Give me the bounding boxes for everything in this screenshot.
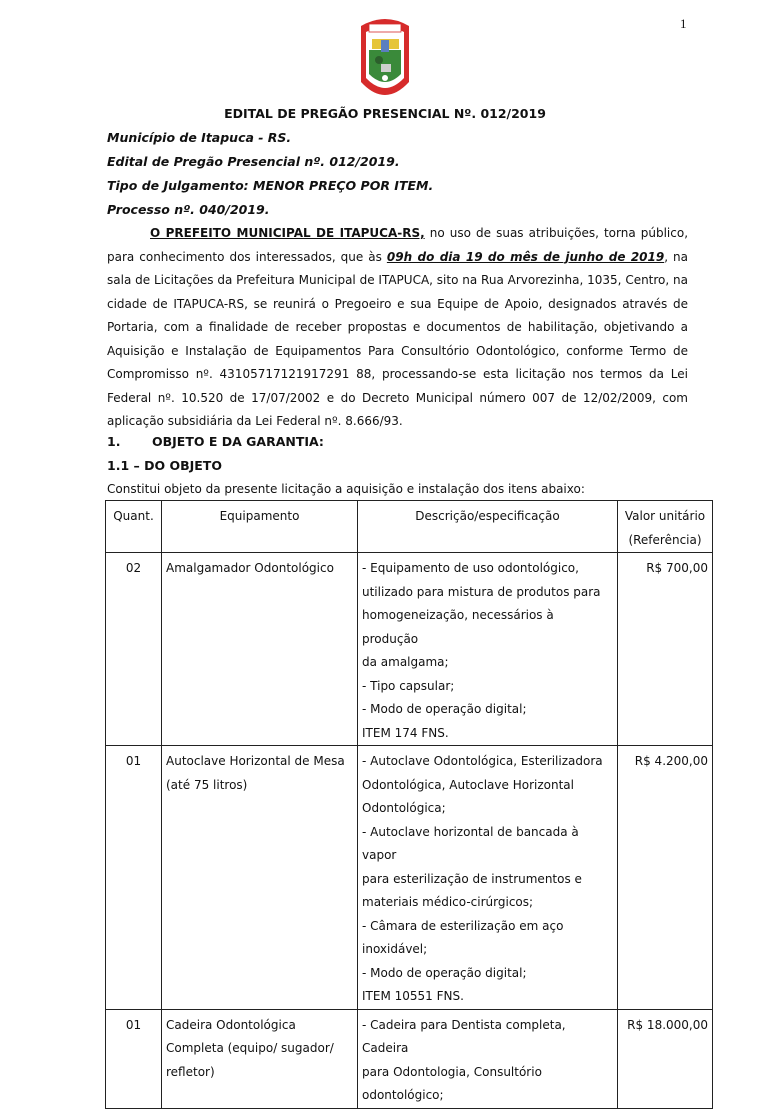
description-line: ITEM 174 FNS.: [362, 725, 449, 740]
row-qty: 01: [106, 746, 162, 1010]
description-line: Odontológica;: [362, 801, 446, 815]
row-qty: 01: [106, 1009, 162, 1108]
description-line: para esterilização de instrumentos e: [362, 871, 582, 886]
row-description: [358, 746, 618, 1010]
description-line: - Modo de operação digital;: [362, 702, 527, 716]
header-price: [618, 501, 713, 553]
header-equipment: Equipamento: [162, 501, 358, 553]
description-line: - Modo de operação digital;: [362, 965, 527, 980]
document-title: EDITAL DE PREGÃO PRESENCIAL Nº. 012/2019: [224, 106, 546, 121]
section-1-1-heading: 1.1 – DO OBJETO: [107, 458, 222, 473]
row-qty: 02: [106, 553, 162, 746]
description-line: para Odontologia, Consultório odontológico;: [362, 1064, 542, 1102]
row-equipment: Amalgamador Odontológico: [162, 553, 358, 746]
row-description: [358, 553, 618, 746]
meta-processo: Processo nº. 040/2019.: [107, 202, 270, 217]
row-equipment: Autoclave Horizontal de Mesa (até 75 litros): [162, 746, 358, 1010]
header-price-line2: (Referência): [628, 532, 702, 547]
description-line: - Câmara de esterilização em aço: [362, 918, 564, 933]
municipal-crest-logo: [355, 12, 415, 108]
meta-edital: Edital de Pregão Presencial nº. 012/2019.: [107, 154, 400, 169]
row-price: R$ 4.200,00: [618, 746, 713, 1010]
description-line: - Tipo capsular;: [362, 678, 455, 693]
header-description: Descrição/especificação: [358, 501, 618, 553]
description-line: inoxidável;: [362, 942, 428, 956]
row-equipment: Cadeira Odontológica Completa (equipo/ sugador/ refletor): [162, 1009, 358, 1108]
description-line: utilizado para mistura de produtos para: [362, 584, 601, 599]
body-date: 09h do dia 19 do mês de junho de 2019: [386, 249, 665, 264]
body-part2: , na sala de Licitações da Prefeitura Municipal de ITAPUCA, sito na Rua Arvorezinha, 1035, Centro, na cidade de ITAPUCA-RS, se reunirá o Pregoeiro e sua Equipe de Apoio, designados através de Portaria, com a finalidade de receber propostas e documentos de habilitação, objetivando a Aquisição e Instalação de Equipamentos Para Consultório Odontológico, conforme Termo de Compromisso nº. 43105717121917291 88, processando-se esta licitação nos termos da Lei Federal nº. 10.520 de 17/07/2002 e do Decreto Municipal número 007 de 12/02/2009, com aplicação subsidiária da Lei Federal nº. 8.666/93.: [107, 249, 689, 428]
description-line: ITEM 10551 FNS.: [362, 989, 464, 1003]
table-row: [106, 746, 713, 1010]
description-line: - Cadeira para Dentista completa, Cadeira: [362, 1017, 566, 1055]
section-1-title: OBJETO E DA GARANTIA:: [152, 434, 324, 449]
section-1-heading: [107, 434, 324, 449]
description-line: - Equipamento de uso odontológico,: [362, 561, 579, 575]
table-header-row: [106, 501, 713, 553]
description-line: materiais médico-cirúrgicos;: [362, 895, 534, 909]
section-1-number: 1.: [107, 434, 121, 449]
description-line: - Autoclave horizontal de bancada à vapor: [362, 824, 579, 862]
meta-municipio: Município de Itapuca - RS.: [107, 130, 292, 145]
body-lead: O PREFEITO MUNICIPAL DE ITAPUCA-RS,: [150, 226, 425, 240]
body-part1: no uso de suas atribuições, torna público, para conhecimento dos interessados, que às: [107, 226, 689, 264]
table-row: [106, 553, 713, 746]
body-paragraph: [107, 222, 688, 434]
description-line: Odontológica, Autoclave Horizontal: [362, 777, 574, 792]
description-line: homogeneização, necessários à produção: [362, 608, 554, 646]
intro-text: Constitui objeto da presente licitação a aquisição e instalação dos itens abaixo:: [107, 482, 585, 496]
page-number: 1: [680, 16, 687, 31]
meta-julgamento: Tipo de Julgamento: MENOR PREÇO POR ITEM.: [107, 178, 434, 193]
items-table: [105, 500, 713, 1109]
row-price: R$ 18.000,00: [618, 1009, 713, 1108]
row-price: R$ 700,00: [618, 553, 713, 746]
description-line: - Autoclave Odontológica, Esterilizadora: [362, 754, 603, 768]
header-price-line1: Valor unitário: [624, 509, 706, 523]
header-qty: Quant.: [106, 501, 162, 553]
description-line: da amalgama;: [362, 655, 449, 669]
